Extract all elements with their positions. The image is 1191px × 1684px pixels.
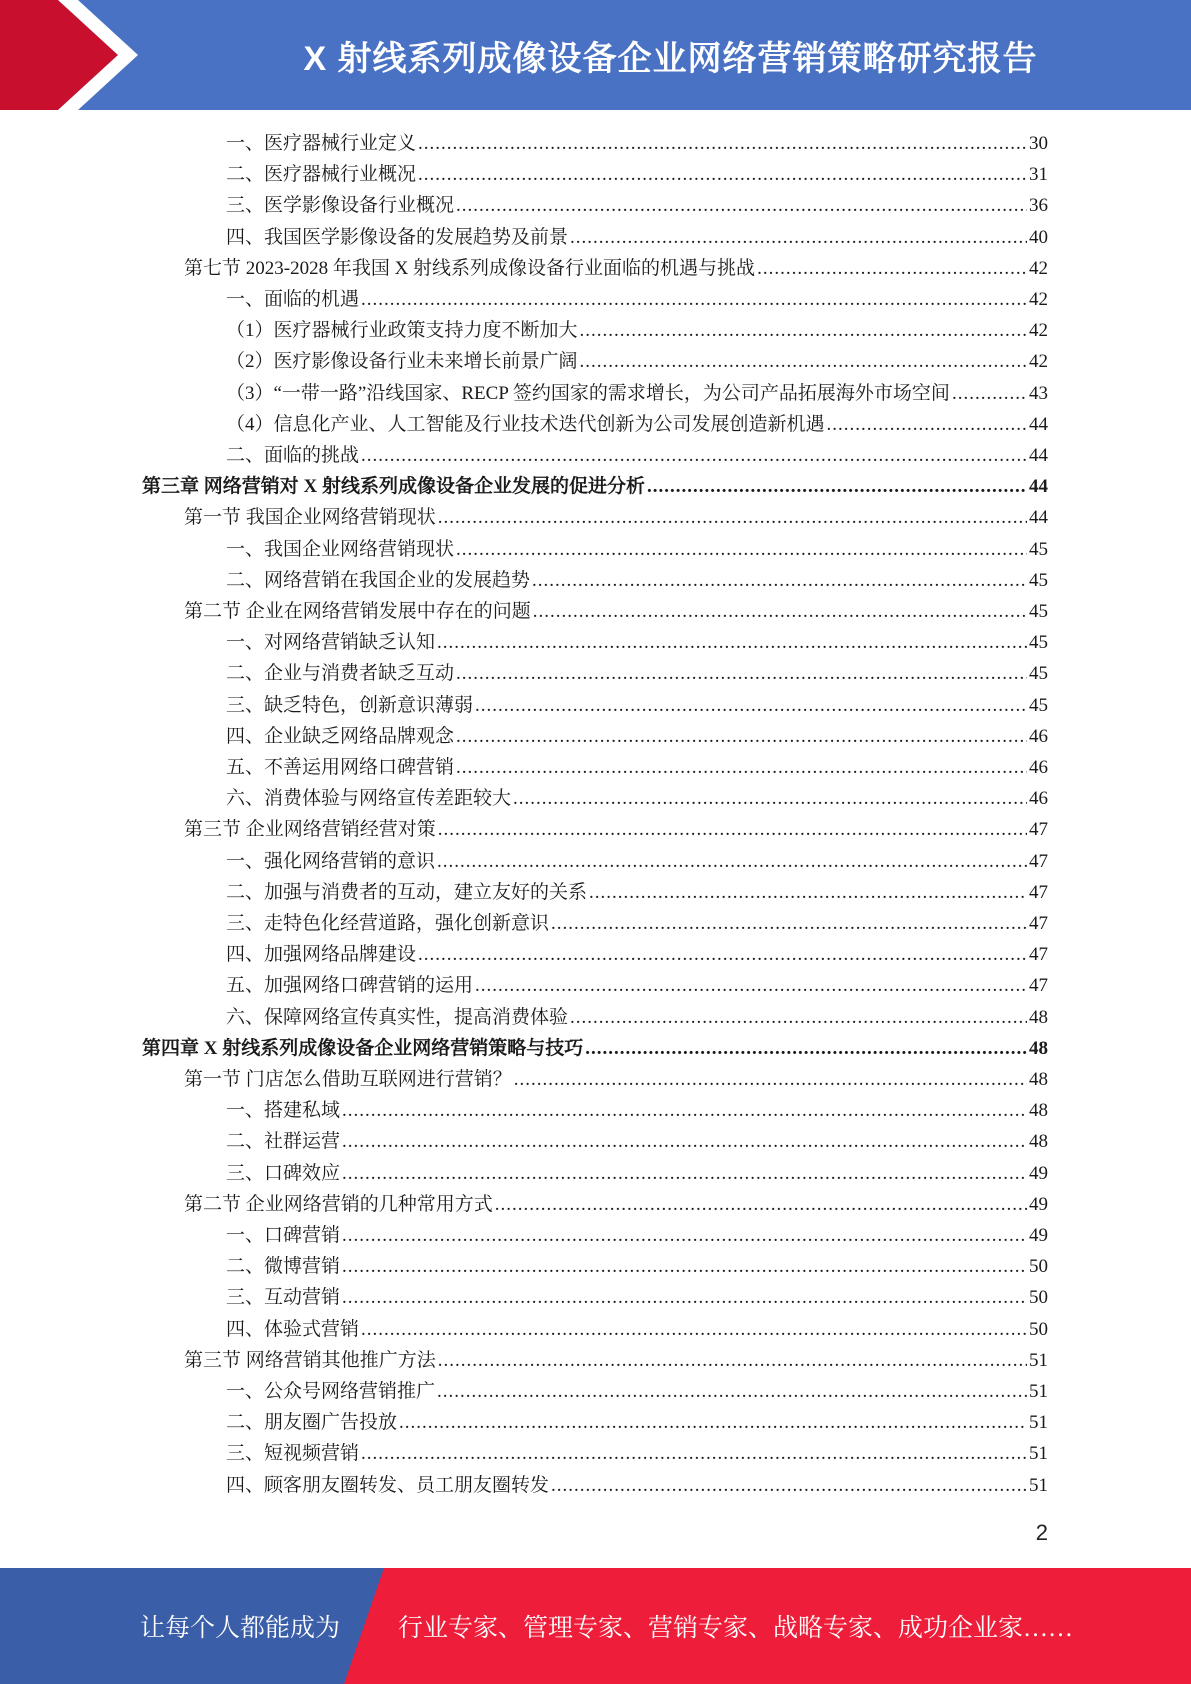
report-title: X 射线系列成像设备企业网络营销策略研究报告	[303, 39, 1038, 78]
toc-entry[interactable]	[226, 627, 1048, 658]
toc-entry-page: 50	[1029, 1256, 1048, 1278]
toc-dot-leader	[456, 658, 1027, 689]
toc-entry[interactable]	[184, 253, 1048, 284]
toc-entry[interactable]	[142, 1033, 1048, 1064]
toc-dot-leader	[342, 1158, 1027, 1189]
toc-entry-title: 一、我国企业网络营销现状	[226, 538, 455, 560]
toc-dot-leader	[580, 346, 1027, 377]
toc-entry-title: 三、短视频营销	[226, 1443, 360, 1465]
toc-entry-page: 30	[1029, 133, 1048, 154]
toc-dot-leader	[580, 315, 1027, 346]
toc-entry-page: 50	[1029, 1287, 1048, 1309]
toc-dot-leader	[342, 1282, 1027, 1313]
toc-entry[interactable]	[226, 159, 1048, 190]
toc-entry-page: 42	[1029, 289, 1048, 310]
toc-entry-page: 44	[1029, 413, 1048, 435]
toc-entry-page: 49	[1029, 1162, 1048, 1184]
toc-entry[interactable]	[226, 1314, 1048, 1345]
toc-dot-leader	[532, 565, 1027, 596]
toc-entry-title: 三、走特色化经营道路，强化创新意识	[226, 913, 550, 934]
toc-entry[interactable]	[184, 814, 1048, 845]
toc-entry[interactable]	[226, 346, 1048, 377]
toc-dot-leader	[456, 752, 1027, 783]
toc-dot-leader	[589, 877, 1027, 908]
toc-entry[interactable]	[226, 534, 1048, 565]
toc-dot-leader	[418, 159, 1027, 190]
toc-entry[interactable]	[226, 752, 1048, 783]
toc-entry-title: 四、企业缺乏网络品牌观念	[226, 725, 455, 747]
toc-entry[interactable]	[226, 315, 1048, 346]
page-footer	[0, 1568, 1191, 1684]
toc-dot-leader	[437, 846, 1027, 877]
toc-entry-title: 五、加强网络口碑营销的运用	[226, 975, 474, 997]
toc-entry[interactable]	[184, 596, 1048, 627]
toc-entry[interactable]	[226, 1376, 1048, 1407]
toc-entry-title: 第七节 2023-2028 年我国 X 射线系列成像设备行业面临的机遇与挑战	[184, 257, 756, 279]
toc-entry[interactable]	[226, 440, 1048, 471]
toc-entry-title: 三、医学影像设备行业概况	[226, 195, 455, 217]
toc-dot-leader	[513, 783, 1027, 814]
toc-dot-leader	[475, 690, 1027, 721]
toc-dot-leader	[570, 222, 1027, 253]
toc-dot-leader	[456, 721, 1027, 752]
toc-dot-leader	[495, 1189, 1027, 1220]
toc-dot-leader	[551, 908, 1027, 939]
toc-dot-leader	[757, 253, 1027, 284]
toc-dot-leader	[456, 190, 1027, 221]
toc-entry-title: 一、面临的机遇	[226, 289, 360, 310]
toc-dot-leader	[647, 471, 1027, 502]
toc-dot-leader	[361, 440, 1027, 471]
toc-entry-page: 51	[1029, 1412, 1048, 1434]
toc-dot-leader	[361, 284, 1027, 315]
toc-entry[interactable]	[226, 1438, 1048, 1469]
toc-entry-page: 47	[1029, 819, 1048, 841]
toc-entry-title: 第一节 我国企业网络营销现状	[184, 507, 436, 529]
toc-entry-title: 二、社群运营	[226, 1131, 341, 1153]
toc-entry-page: 51	[1029, 1474, 1048, 1496]
toc-dot-leader	[399, 1407, 1027, 1438]
toc-entry[interactable]	[226, 1470, 1048, 1501]
toc-entry-title: （1）医疗器械行业政策支持力度不断加大	[226, 320, 578, 342]
toc-dot-leader	[570, 1002, 1027, 1033]
toc-dot-leader	[342, 1095, 1027, 1126]
toc-entry-page: 48	[1029, 1069, 1048, 1090]
toc-entry-page: 47	[1029, 913, 1048, 934]
toc-entry-page: 49	[1029, 1225, 1048, 1246]
toc-entry-title: 六、消费体验与网络宣传差距较大	[226, 788, 512, 810]
toc-entry-title: 一、口碑营销	[226, 1225, 341, 1246]
toc-entry-title: 三、互动营销	[226, 1287, 341, 1309]
toc-entry-title: 一、公众号网络营销推广	[226, 1381, 436, 1402]
toc-entry-page: 42	[1029, 351, 1048, 373]
toc-dot-leader	[437, 627, 1027, 658]
toc-entry-title: 三、口碑效应	[226, 1162, 341, 1184]
footer-slogan-right: 行业专家、管理专家、营销专家、战略专家、成功企业家……	[398, 1615, 1074, 1642]
toc-entry-title: （4）信息化产业、人工智能及行业技术迭代创新为公司发展创造新机遇	[226, 413, 825, 435]
toc-entry-page: 45	[1029, 632, 1048, 654]
toc-entry[interactable]	[226, 565, 1048, 596]
toc-entry-title: 六、保障网络宣传真实性，提高消费体验	[226, 1006, 569, 1028]
toc-entry[interactable]	[226, 409, 1048, 440]
toc-dot-leader	[438, 814, 1027, 845]
page-header	[0, 0, 1191, 110]
toc-dot-leader	[438, 1345, 1027, 1376]
toc-entry-page: 51	[1029, 1443, 1048, 1465]
toc-entry-title: 二、加强与消费者的互动，建立友好的关系	[226, 881, 588, 903]
toc-entry[interactable]	[226, 1251, 1048, 1282]
toc-entry-page: 48	[1029, 1131, 1048, 1153]
toc-dot-leader	[418, 128, 1027, 159]
toc-entry-title: 一、搭建私域	[226, 1100, 341, 1122]
toc-entry[interactable]	[226, 690, 1048, 721]
toc-entry-page: 36	[1029, 195, 1048, 217]
header-chevron-icon	[0, 0, 160, 110]
toc-entry[interactable]	[226, 1002, 1048, 1033]
toc-entry-title: （2）医疗影像设备行业未来增长前景广阔	[226, 351, 578, 373]
toc-entry-page: 50	[1029, 1318, 1048, 1340]
toc-entry-title: 二、企业与消费者缺乏互动	[226, 663, 455, 685]
toc-dot-leader	[551, 1470, 1027, 1501]
toc-entry-title: （3）“一带一路”沿线国家、RECP 签约国家的需求增长，为公司产品拓展海外市场空间	[226, 382, 950, 404]
toc-entry-title: 五、不善运用网络口碑营销	[226, 757, 455, 778]
toc-dot-leader	[437, 1376, 1027, 1407]
toc-dot-leader	[952, 378, 1027, 409]
toc-dot-leader	[585, 1033, 1027, 1064]
toc-entry-title: 四、顾客朋友圈转发、员工朋友圈转发	[226, 1474, 550, 1496]
toc-entry[interactable]	[142, 471, 1048, 502]
toc-entry-page: 40	[1029, 226, 1048, 248]
toc-entry-page: 31	[1029, 164, 1048, 186]
footer-slogan-left: 让每个人都能成为	[140, 1615, 341, 1642]
toc-dot-leader	[342, 1126, 1027, 1157]
page-number: 2	[1035, 1520, 1048, 1545]
toc-entry[interactable]	[226, 222, 1048, 253]
toc-dot-leader	[514, 1064, 1027, 1095]
toc-entry-page: 49	[1029, 1193, 1048, 1215]
toc-entry-title: 第三节 网络营销其他推广方法	[184, 1349, 436, 1371]
toc-entry-title: 三、缺乏特色，创新意识薄弱	[226, 694, 474, 716]
toc-entry-page: 44	[1029, 476, 1048, 498]
toc-entry[interactable]	[226, 1220, 1048, 1251]
toc-entry[interactable]	[226, 846, 1048, 877]
toc-entry-title: 四、我国医学影像设备的发展趋势及前景	[226, 226, 569, 248]
toc-entry-title: 四、加强网络品牌建设	[226, 944, 417, 966]
toc-dot-leader	[342, 1251, 1027, 1282]
toc-entry-title: 第三章 网络营销对 X 射线系列成像设备企业发展的促进分析	[142, 476, 645, 498]
toc-entry[interactable]	[226, 908, 1048, 939]
toc-entry-page: 44	[1029, 507, 1048, 529]
toc-entry-title: 第四章 X 射线系列成像设备企业网络营销策略与技巧	[142, 1037, 584, 1059]
toc-entry-page: 45	[1029, 601, 1048, 622]
toc-entry-page: 51	[1029, 1381, 1048, 1402]
toc-entry-title: 二、朋友圈广告投放	[226, 1412, 398, 1434]
toc-entry-title: 第二节 企业在网络营销发展中存在的问题	[184, 601, 531, 622]
toc-entry-page: 42	[1029, 257, 1048, 279]
toc-dot-leader	[533, 596, 1027, 627]
toc-dot-leader	[475, 970, 1027, 1001]
toc-entry[interactable]	[226, 939, 1048, 970]
toc-entry-page: 45	[1029, 569, 1048, 591]
toc-dot-leader	[361, 1438, 1027, 1469]
toc-entry[interactable]	[226, 970, 1048, 1001]
toc-entry-title: 一、对网络营销缺乏认知	[226, 632, 436, 654]
toc-entry-title: 一、强化网络营销的意识	[226, 850, 436, 872]
toc-entry-title: 第二节 企业网络营销的几种常用方式	[184, 1193, 493, 1215]
toc-entry-title: 二、面临的挑战	[226, 445, 360, 466]
toc-entry-page: 42	[1029, 320, 1048, 342]
toc-entry-page: 47	[1029, 975, 1048, 997]
toc-entry-title: 四、体验式营销	[226, 1318, 360, 1340]
toc-entry[interactable]	[184, 1345, 1048, 1376]
toc-entry-page: 46	[1029, 757, 1048, 778]
toc-dot-leader	[438, 502, 1027, 533]
toc-entry-page: 47	[1029, 944, 1048, 966]
toc-dot-leader	[342, 1220, 1027, 1251]
toc-entry-page: 47	[1029, 881, 1048, 903]
toc-entry-title: 二、微博营销	[226, 1256, 341, 1278]
toc-entry-title: 第三节 企业网络营销经营对策	[184, 819, 436, 841]
toc-entry[interactable]	[184, 1064, 1048, 1095]
toc-entry[interactable]	[226, 1282, 1048, 1313]
toc-entry[interactable]	[226, 1095, 1048, 1126]
toc-dot-leader	[361, 1314, 1027, 1345]
toc-entry-page: 48	[1029, 1100, 1048, 1122]
toc-entry[interactable]	[226, 1407, 1048, 1438]
toc-entry-page: 45	[1029, 663, 1048, 685]
toc-entry[interactable]	[226, 1158, 1048, 1189]
toc-entry[interactable]	[184, 1189, 1048, 1220]
toc-entry-page: 51	[1029, 1349, 1048, 1371]
toc-dot-leader	[456, 534, 1027, 565]
toc-entry-page: 46	[1029, 725, 1048, 747]
toc-entry[interactable]	[226, 658, 1048, 689]
toc-entry-title: 一、医疗器械行业定义	[226, 133, 417, 154]
toc-entry[interactable]	[226, 284, 1048, 315]
toc-dot-leader	[418, 939, 1027, 970]
toc-entry-page: 48	[1029, 1006, 1048, 1028]
toc-entry-page: 45	[1029, 538, 1048, 560]
toc-entry[interactable]	[226, 128, 1048, 159]
toc-entry-page: 47	[1029, 850, 1048, 872]
toc-entry[interactable]	[226, 190, 1048, 221]
toc-dot-leader	[827, 409, 1027, 440]
toc-entry-page: 46	[1029, 788, 1048, 810]
toc-entry[interactable]	[226, 378, 1048, 409]
toc-entry[interactable]	[226, 721, 1048, 752]
toc-entry-page: 48	[1029, 1037, 1048, 1059]
toc-entry-title: 二、网络营销在我国企业的发展趋势	[226, 569, 531, 591]
toc-entry-title: 第一节 门店怎么借助互联网进行营销？	[184, 1069, 512, 1090]
toc-entry[interactable]	[226, 1126, 1048, 1157]
toc-entry[interactable]	[184, 502, 1048, 533]
toc-entry-page: 45	[1029, 694, 1048, 716]
toc-entry-title: 二、医疗器械行业概况	[226, 164, 417, 186]
toc-entry[interactable]	[226, 783, 1048, 814]
toc-entry-page: 43	[1029, 382, 1048, 404]
toc-entry-page: 44	[1029, 445, 1048, 466]
toc-entry[interactable]	[226, 877, 1048, 908]
